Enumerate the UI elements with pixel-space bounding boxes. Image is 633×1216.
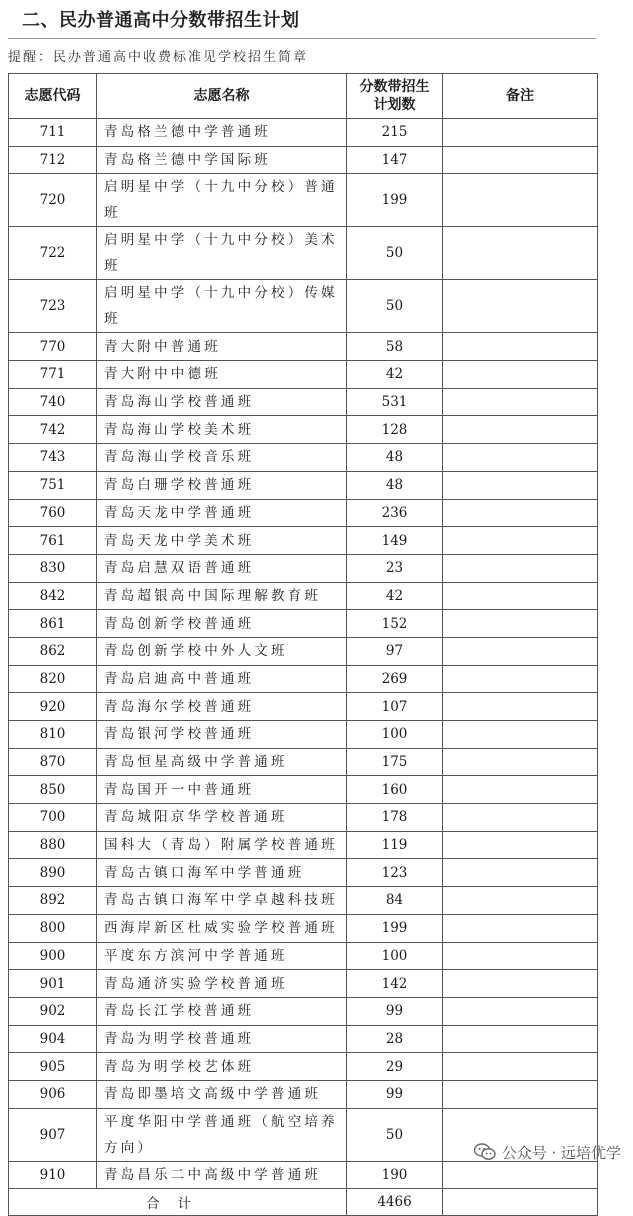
quota-cell: 42 [347,361,443,389]
note-cell [443,748,598,776]
table-row [9,970,598,998]
name-cell: 青岛为明学校普通班 [97,1025,347,1053]
table-row [9,942,598,970]
name-cell: 青岛天龙中学普通班 [97,499,347,527]
quota-cell: 152 [347,610,443,638]
note-cell [443,361,598,389]
name-cell: 青岛海山学校普通班 [97,388,347,416]
table-row [9,444,598,472]
note-cell [443,471,598,499]
note-cell [443,1053,598,1081]
code-cell: 906 [9,1080,97,1108]
code-cell: 723 [9,280,97,333]
quota-cell: 100 [347,721,443,749]
quota-cell: 84 [347,887,443,915]
table-row [9,582,598,610]
code-cell: 850 [9,776,97,804]
name-cell: 青岛格兰德中学国际班 [97,146,347,174]
section-title: 二、民办普通高中分数带招生计划 [22,10,300,31]
note-cell [443,665,598,693]
table-row [9,146,598,174]
note-cell [443,280,598,333]
quota-cell: 128 [347,416,443,444]
quota-cell: 107 [347,693,443,721]
quota-cell: 142 [347,970,443,998]
table-row [9,665,598,693]
name-cell: 青岛古镇口海军中学普通班 [97,859,347,887]
name-cell: 启明星中学（十九中分校）普通班 [97,174,347,227]
table-header-row [9,74,598,119]
table-row [9,174,598,227]
code-cell: 902 [9,997,97,1025]
name-cell: 平度华阳中学普通班（航空培养方向） [97,1108,347,1161]
quota-cell: 50 [347,227,443,280]
table-row [9,1025,598,1053]
total-quota: 4466 [347,1189,443,1216]
note-cell [443,804,598,832]
code-cell: 842 [9,582,97,610]
header-note: 备注 [443,74,598,119]
total-label: 合计 [9,1189,347,1216]
name-cell: 国科大（青岛）附属学校普通班 [97,831,347,859]
name-cell: 青岛海尔学校普通班 [97,693,347,721]
quota-cell: 178 [347,804,443,832]
code-cell: 890 [9,859,97,887]
code-cell: 810 [9,721,97,749]
name-cell: 启明星中学（十九中分校）传媒班 [97,280,347,333]
quota-cell: 199 [347,914,443,942]
watermark [474,1135,621,1169]
table-row [9,997,598,1025]
code-cell: 743 [9,444,97,472]
code-cell: 700 [9,804,97,832]
code-cell: 720 [9,174,97,227]
quota-cell: 50 [347,280,443,333]
note-cell [443,776,598,804]
quota-cell: 147 [347,146,443,174]
quota-cell: 28 [347,1025,443,1053]
code-cell: 910 [9,1161,97,1189]
table-row [9,388,598,416]
name-cell: 青岛超银高中国际理解教育班 [97,582,347,610]
quota-cell: 269 [347,665,443,693]
code-cell: 880 [9,831,97,859]
code-cell: 800 [9,914,97,942]
note-cell [443,997,598,1025]
table-row [9,776,598,804]
code-cell: 870 [9,748,97,776]
note-cell [443,942,598,970]
note-cell [443,914,598,942]
table-row [9,119,598,147]
table-row [9,280,598,333]
quota-cell: 149 [347,527,443,555]
code-cell: 907 [9,1108,97,1161]
name-cell: 青岛国开一中普通班 [97,776,347,804]
quota-cell: 190 [347,1161,443,1189]
note-cell [443,859,598,887]
table-row [9,471,598,499]
name-cell: 青岛海山学校美术班 [97,416,347,444]
quota-cell: 100 [347,942,443,970]
code-cell: 900 [9,942,97,970]
quota-cell: 29 [347,1053,443,1081]
table-row [9,887,598,915]
header-quota-line1: 分数带招生 [359,79,430,95]
note-cell [443,721,598,749]
name-cell: 青岛创新学校中外人文班 [97,637,347,665]
header-name: 志愿名称 [97,74,347,119]
name-cell: 青岛昌乐二中高级中学普通班 [97,1161,347,1189]
name-cell: 西海岸新区杜威实验学校普通班 [97,914,347,942]
quota-cell: 23 [347,554,443,582]
quota-cell: 58 [347,333,443,361]
name-cell: 青岛恒星高级中学普通班 [97,748,347,776]
code-cell: 722 [9,227,97,280]
code-cell: 742 [9,416,97,444]
table-row [9,499,598,527]
code-cell: 920 [9,693,97,721]
header-quota-line2: 计划数 [373,97,416,113]
code-cell: 761 [9,527,97,555]
note-cell [443,554,598,582]
table-row [9,1080,598,1108]
total-note [443,1189,598,1216]
table-row [9,361,598,389]
code-cell: 771 [9,361,97,389]
name-cell: 青岛格兰德中学普通班 [97,119,347,147]
name-cell: 青岛城阳京华学校普通班 [97,804,347,832]
note-cell [443,1025,598,1053]
note-cell [443,527,598,555]
table-row [9,914,598,942]
quota-cell: 50 [347,1108,443,1161]
name-cell: 青岛白珊学校普通班 [97,471,347,499]
name-cell: 青岛即墨培文高级中学普通班 [97,1080,347,1108]
name-cell: 青岛天龙中学美术班 [97,527,347,555]
note-cell [443,444,598,472]
name-cell: 青岛创新学校普通班 [97,610,347,638]
table-row [9,227,598,280]
quota-cell: 97 [347,637,443,665]
code-cell: 830 [9,554,97,582]
name-cell: 青岛启慧双语普通班 [97,554,347,582]
name-cell: 青岛海山学校音乐班 [97,444,347,472]
code-cell: 901 [9,970,97,998]
name-cell: 平度东方滨河中学普通班 [97,942,347,970]
table-row [9,610,598,638]
table-row [9,748,598,776]
quota-cell: 119 [347,831,443,859]
note-cell [443,610,598,638]
note-cell [443,119,598,147]
code-cell: 905 [9,1053,97,1081]
enrollment-table [8,73,598,1216]
code-cell: 904 [9,1025,97,1053]
quota-cell: 175 [347,748,443,776]
table-row [9,831,598,859]
table-row [9,554,598,582]
quota-cell: 215 [347,119,443,147]
name-cell: 青大附中中德班 [97,361,347,389]
quota-cell: 48 [347,471,443,499]
note-cell [443,582,598,610]
table-row [9,859,598,887]
code-cell: 760 [9,499,97,527]
name-cell: 青岛通济实验学校普通班 [97,970,347,998]
code-cell: 861 [9,610,97,638]
table-row [9,637,598,665]
code-cell: 820 [9,665,97,693]
code-cell: 770 [9,333,97,361]
name-cell: 青岛古镇口海军中学卓越科技班 [97,887,347,915]
name-cell: 青大附中普通班 [97,333,347,361]
quota-cell: 236 [347,499,443,527]
table-row [9,804,598,832]
note-cell [443,174,598,227]
note-cell [443,416,598,444]
note-cell [443,970,598,998]
table-row [9,1053,598,1081]
note-cell [443,693,598,721]
note-cell [443,887,598,915]
code-cell: 862 [9,637,97,665]
code-cell: 751 [9,471,97,499]
note-cell [443,1080,598,1108]
note-cell [443,499,598,527]
table-row [9,527,598,555]
name-cell: 启明星中学（十九中分校）美术班 [97,227,347,280]
table-row [9,693,598,721]
quota-cell: 199 [347,174,443,227]
code-cell: 892 [9,887,97,915]
quota-cell: 531 [347,388,443,416]
code-cell: 711 [9,119,97,147]
name-cell: 青岛启迪高中普通班 [97,665,347,693]
watermark-text: 公众号 · 远培优学 [501,1143,621,1162]
remark-text: 提醒：民办普通高中收费标准见学校招生简章 [8,50,309,65]
table-row [9,721,598,749]
name-cell: 青岛长江学校普通班 [97,997,347,1025]
note-cell [443,333,598,361]
name-cell: 青岛银河学校普通班 [97,721,347,749]
code-cell: 712 [9,146,97,174]
note-cell [443,388,598,416]
quota-cell: 160 [347,776,443,804]
note-cell [443,146,598,174]
quota-cell: 99 [347,997,443,1025]
code-cell: 740 [9,388,97,416]
name-cell: 青岛为明学校艺体班 [97,1053,347,1081]
header-code: 志愿代码 [9,74,97,119]
note-cell [443,831,598,859]
header-quota [347,74,443,119]
note-cell [443,637,598,665]
table-row [9,333,598,361]
quota-cell: 48 [347,444,443,472]
table-row [9,416,598,444]
quota-cell: 99 [347,1080,443,1108]
note-cell [443,227,598,280]
quota-cell: 123 [347,859,443,887]
wechat-icon [474,1143,496,1161]
quota-cell: 42 [347,582,443,610]
total-row [9,1189,598,1216]
